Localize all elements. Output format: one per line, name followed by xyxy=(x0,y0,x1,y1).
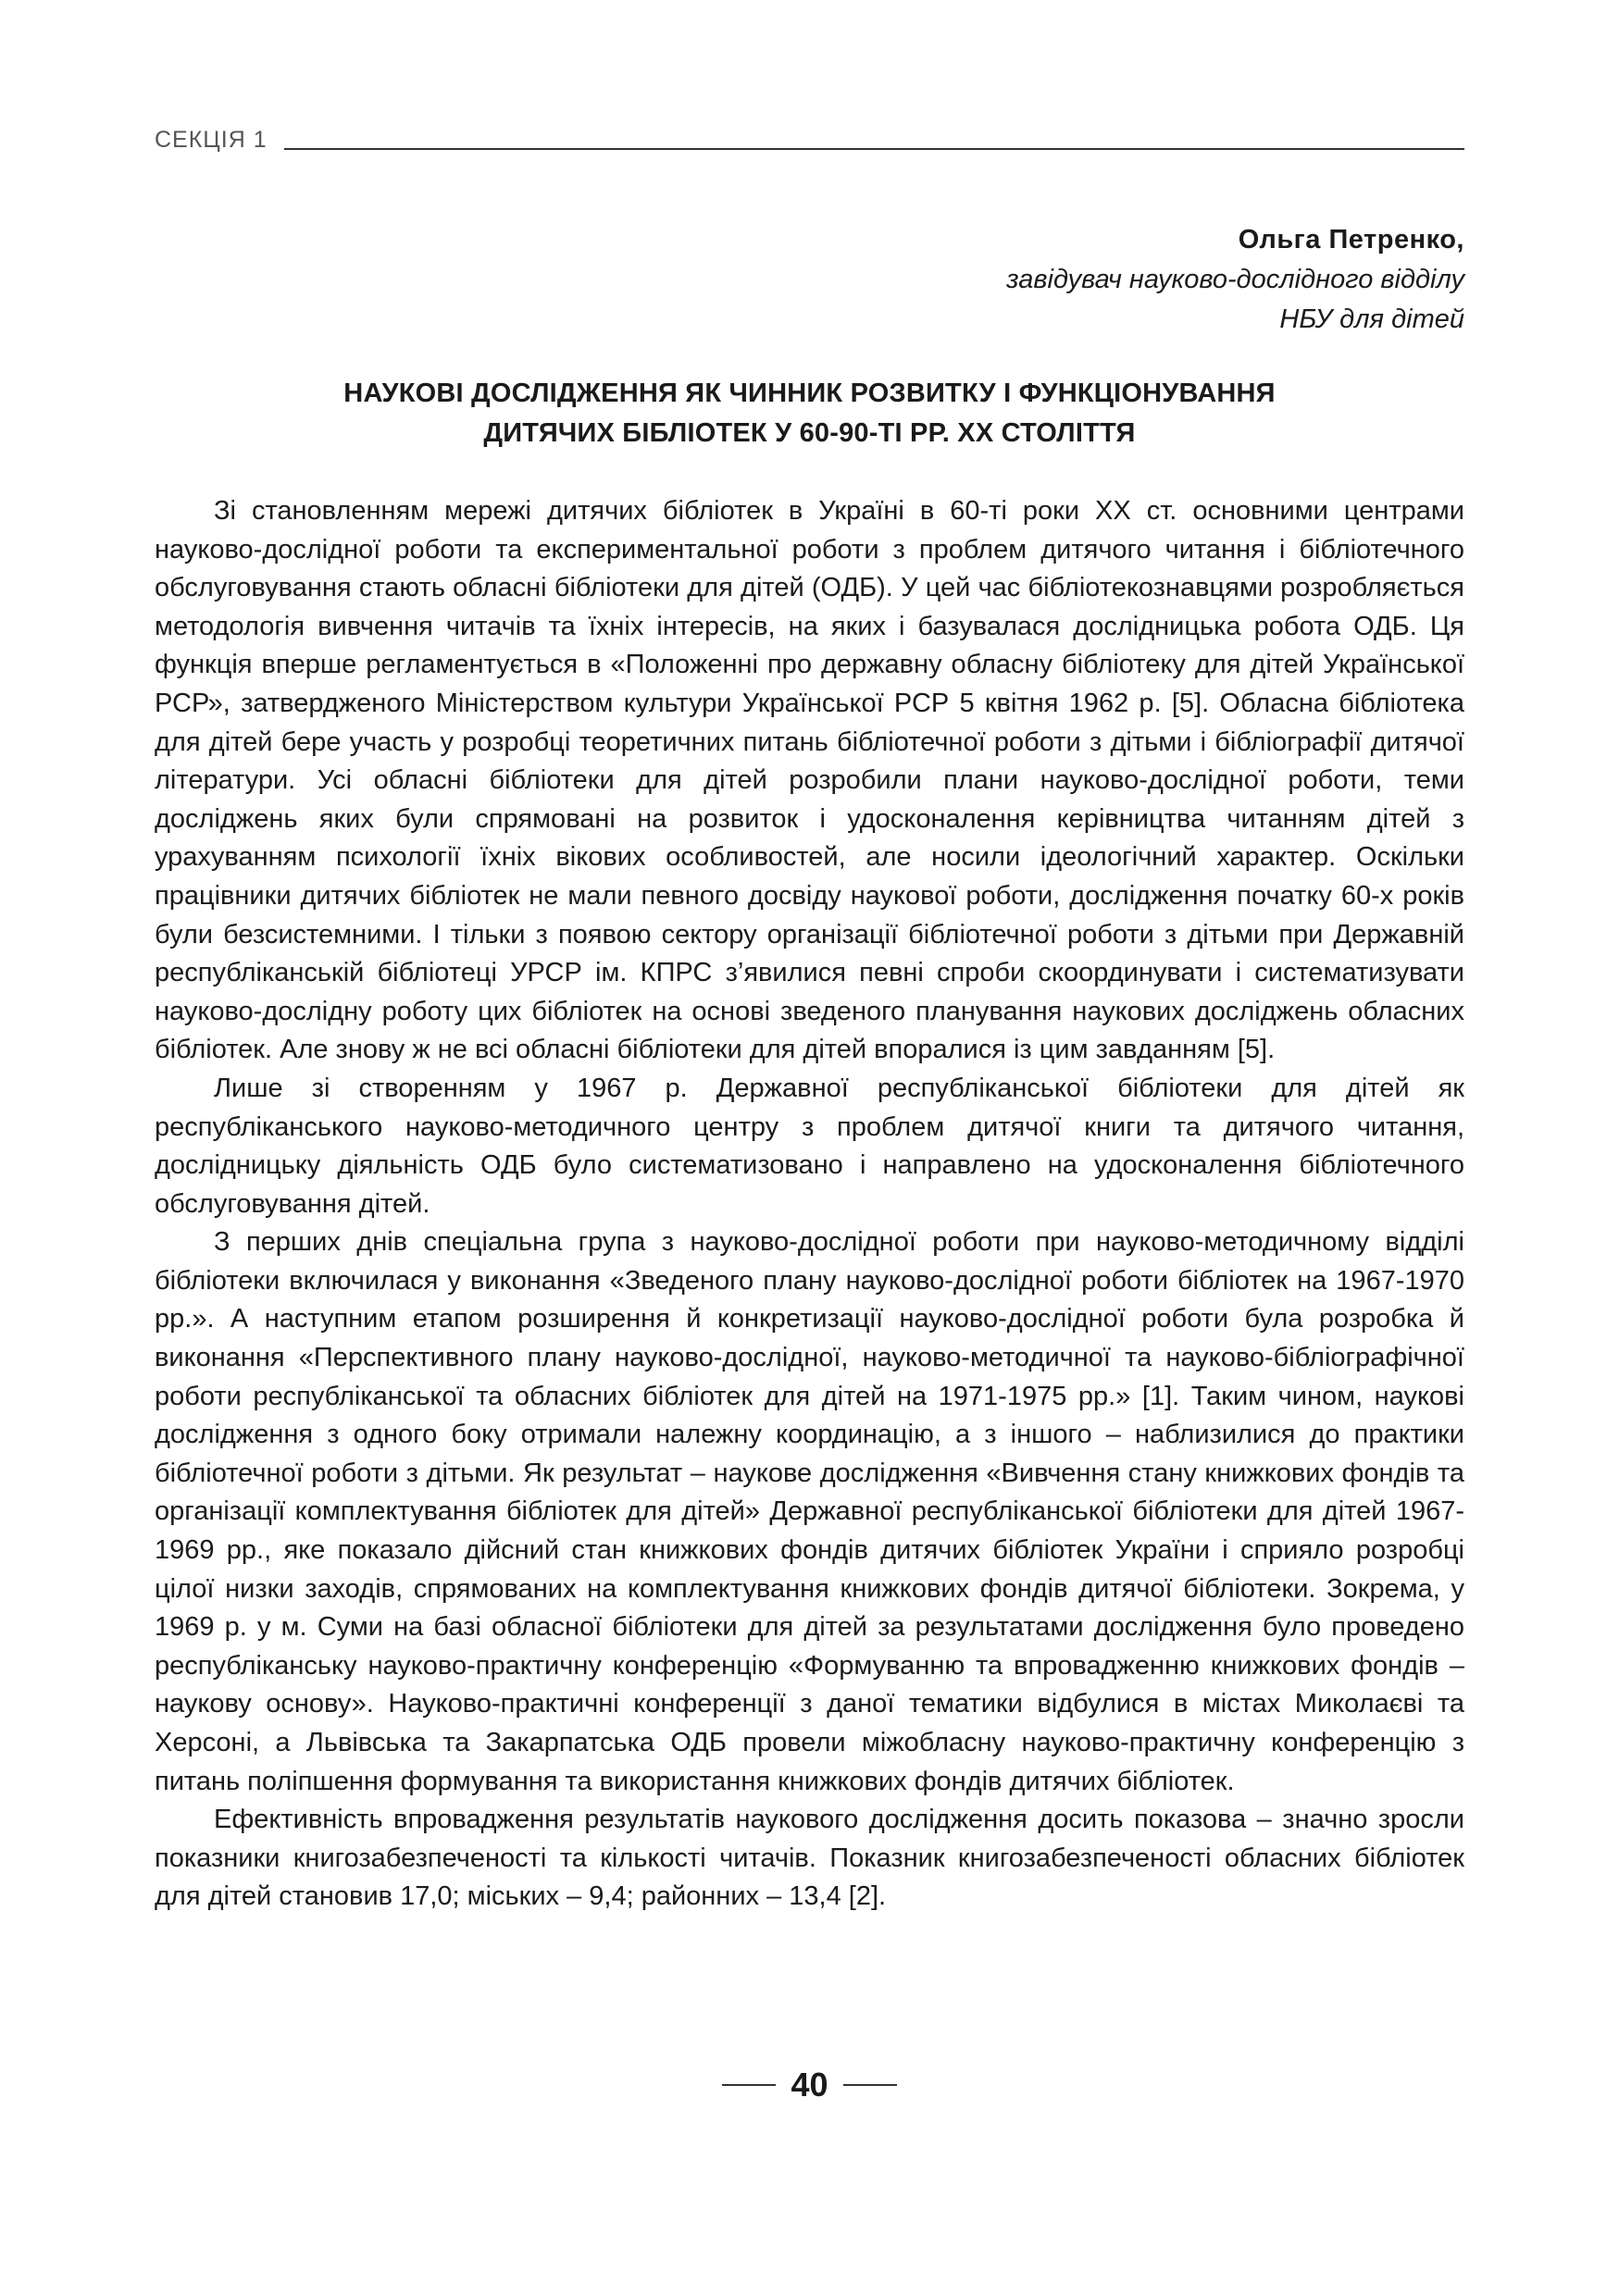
header-rule xyxy=(284,148,1464,150)
footer-rule-left xyxy=(722,2084,776,2086)
footer-rule-right xyxy=(843,2084,897,2086)
article-body xyxy=(155,492,1464,1917)
paragraph: Ефективність впровадження результатів наукового дослідження досить показова – значно зросли показники книгозабезпеченості та кількості читачів. Показник книгозабезпеченості обласних бібліотек для дітей становив 17,0; міських – 9,4; районних – 13,4 [2]. xyxy=(155,1805,1464,1912)
article-title-line2: ДИТЯЧИХ БІБЛІОТЕК У 60-90-ТІ РР. ХХ СТОЛІТТЯ xyxy=(483,418,1136,448)
section-label: СЕКЦІЯ 1 xyxy=(155,127,268,153)
paragraph: З перших днів спеціальна група з науково-дослідної роботи при науково-методичному відділі бібліотеки включилася у виконання «Зведеного плану науково-дослідної роботи бібліотек на 1967-1970 рр.». А наступним етапом розширення й конкретизації науково-дослідної роботи була розробка й виконання «Перспективного плану науково-дослідної, науково-методичної та науково-бібліографічної роботи республіканської та обласних бібліотек для дітей на 1971-1975 рр.» [1]. Таким чином, наукові дослідження з одного боку отримали належну координацію, а з іншого – наблизилися до практики бібліотечної роботи з дітьми. Як результат – наукове дослідження «Вивчення стану книжкових фондів та організації комплектування бібліотек для дітей» Державної республіканської бібліотеки для дітей 1967-1969 рр., яке показало дійсний стан книжкових фондів дитячих бібліотек України і сприяло розробці цілої низки заходів, спрямованих на комплектування книжкових фондів дитячої бібліотеки. Зокрема, у 1969 р. у м. Суми на базі обласної бібліотеки для дітей за результатами дослідження було проведено республіканську науково-практичну конференцію «Формуванню та впровадженню книжкових фондів – наукову основу». Науково-практичні конференції з даної тематики відбулися в містах Миколаєві та Херсоні, а Львівська та Закарпатська ОДБ провели міжобласну науково-практичну конференцію з питань поліпшення формування та використання книжкових фондів дитячих бібліотек. xyxy=(155,1227,1464,1796)
page-footer xyxy=(0,2068,1619,2102)
paragraph: Лише зі створенням у 1967 р. Державної республіканської бібліотеки для дітей як республіканського науково-методичного центру з проблем дитячої книги та дитячого читання, дослідницьку діяльність ОДБ було систематизовано і направлено на удосконалення бібліотечного обслуговування дітей. xyxy=(155,1073,1464,1219)
author-role-line2: НБУ для дітей xyxy=(1279,304,1464,334)
article-title xyxy=(155,374,1464,453)
running-header xyxy=(155,120,1464,152)
article-title-line1: НАУКОВІ ДОСЛІДЖЕННЯ ЯК ЧИННИК РОЗВИТКУ І ФУНКЦІОНУВАННЯ xyxy=(343,379,1276,408)
author-block xyxy=(1006,220,1464,340)
author-role-line1: завідувач науково-дослідного відділу xyxy=(1006,265,1464,294)
page-number: 40 xyxy=(791,2066,828,2104)
author-name: Ольга Петренко, xyxy=(1238,225,1464,254)
paragraph: Зі становленням мережі дитячих бібліотек в Україні в 60-ті роки ХХ ст. основними центрами науково-дослідної роботи та експериментальної роботи з проблем дитячого читання і бібліотечного обслуговування стають обласні бібліотеки для дітей (ОДБ). У цей час бібліотекознавцями розробляється методологія вивчення читачів та їхніх інтересів, на яких і базувалася дослідницька робота ОДБ. Ця функція вперше регламентується в «Положенні про державну обласну бібліотеку для дітей Української РСР», затвердженого Міністерством культури Української РСР 5 квітня 1962 р. [5]. Обласна бібліотека для дітей бере участь у розробці теоретичних питань бібліотечної роботи з дітьми і бібліографії дитячої літератури. Усі обласні бібліотеки для дітей розробили плани науково-дослідної роботи, теми досліджень яких були спрямовані на розвиток і удосконалення керівництва читанням дітей з урахуванням психології їхніх вікових особливостей, але носили ідеологічний характер. Оскільки працівники дитячих бібліотек не мали певного досвіду наукової роботи, дослідження початку 60-х років були безсистемними. І тільки з появою сектору організації бібліотечної роботи з дітьми при Державній республіканській бібліотеці УРСР ім. КПРС з’явилися певні спроби скоординувати і систематизувати науково-дослідну роботу цих бібліотек на основі зведеного планування наукових досліджень обласних бібліотек. Але знову ж не всі обласні бібліотеки для дітей впоралися із цим завданням [5]. xyxy=(155,496,1464,1065)
